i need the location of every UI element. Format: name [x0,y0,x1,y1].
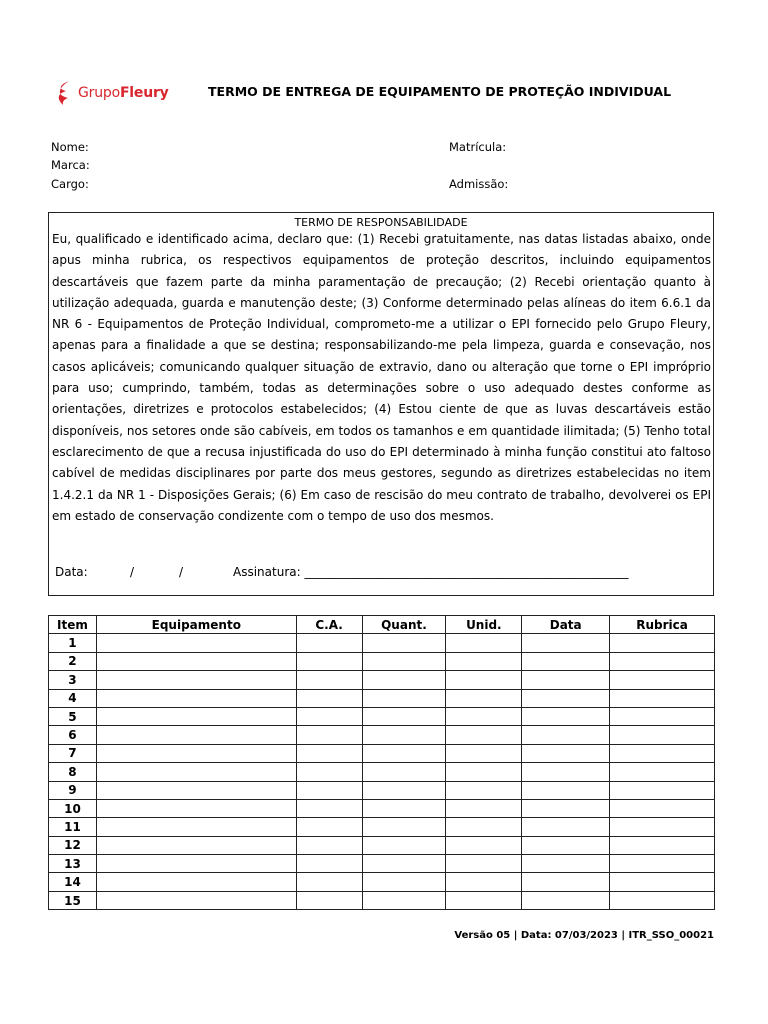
signature-row [55,565,628,579]
header [56,76,716,110]
cell-rubrica[interactable] [610,707,715,725]
cell-unid[interactable] [446,873,522,891]
cell-item: 15 [49,891,97,909]
cell-unid[interactable] [446,726,522,744]
admissao-label: Admissão: [449,177,509,191]
date-slash-2: / [179,565,184,579]
cell-ca[interactable] [296,634,362,652]
cell-unid[interactable] [446,763,522,781]
cell-data[interactable] [522,836,610,854]
cell-item: 8 [49,763,97,781]
cell-data[interactable] [522,873,610,891]
cell-rubrica[interactable] [610,689,715,707]
fleury-flame-icon [56,80,74,106]
logo-grupo-text: Grupo [78,85,120,101]
cell-ca[interactable] [296,671,362,689]
cell-data[interactable] [522,799,610,817]
date-slash-1: / [130,565,135,579]
cell-unid[interactable] [446,671,522,689]
cell-ca[interactable] [296,836,362,854]
assinatura-label: Assinatura: [233,565,301,579]
col-header-item: Item [49,616,97,634]
col-header-ca: C.A. [296,616,362,634]
table-row [49,634,715,652]
cell-equipamento[interactable] [96,836,296,854]
logo-fleury-text: Fleury [119,85,169,101]
cell-unid[interactable] [446,652,522,670]
cell-rubrica[interactable] [610,873,715,891]
cell-equipamento[interactable] [96,873,296,891]
cell-data[interactable] [522,634,610,652]
table-row [49,671,715,689]
termo-responsabilidade-box [48,212,714,596]
document-title: TERMO DE ENTREGA DE EQUIPAMENTO DE PROTEÇÃO INDIVIDUAL [208,84,672,99]
cell-equipamento[interactable] [96,744,296,762]
cell-item: 11 [49,818,97,836]
cell-unid[interactable] [446,799,522,817]
cell-data[interactable] [522,671,610,689]
table-row [49,836,715,854]
cell-data[interactable] [522,891,610,909]
cell-ca[interactable] [296,652,362,670]
termo-responsabilidade-text: Eu, qualificado e identificado acima, declaro que: (1) Recebi gratuitamente, nas datas listadas abaixo, onde apus minha rubrica, os respectivos equipamentos de proteção descritos, incluindo equipamentos descartáveis que fazem parte da minha paramentação de precaução; (2) Recebi orientação quanto à utilização adequada, guarda e manutenção deste; (3) Conforme determinado pelas alíneas do item 6.6.1 da NR 6 - Equipamentos de Proteção Individual, comprometo-me a utilizar o EPI fornecido pelo Grupo Fleury, apenas para a finalidade a que se destina; responsabilizando-me pela limpeza, guarda e consevação, nos casos aplicáveis; comunicando qualquer situação de extravio, dano ou alteração que torne o EPI impróprio para uso; cumprindo, também, todas as determinações sobre o uso adequado destes conforme as orientações, diretrizes e protocolos estabelecidos; (4) Estou ciente de que as luvas descartáveis estão disponíveis, nos setores onde são cabíveis, em todos os tamanhos e em quantidade ilimitada; (5) Tenho total esclarecimento de que a recusa injustificada do uso do EPI determinado à minha função constitui ato faltoso cabível de medidas disciplinares por parte dos meus gestores, segundo as diretrizes estabelecidas no item 1.4.2.1 da NR 1 - Disposições Gerais; (6) Em caso de rescisão do meu contrato de trabalho, devolverei os EPI em estado de conservação condizente com o tempo de uso dos mesmos. [52,232,711,523]
cell-quant[interactable] [362,671,446,689]
matricula-label: Matrícula: [449,140,507,154]
cell-data[interactable] [522,763,610,781]
cell-equipamento[interactable] [96,726,296,744]
cell-quant[interactable] [362,707,446,725]
cell-data[interactable] [522,689,610,707]
col-header-equipamento: Equipamento [96,616,296,634]
table-row [49,855,715,873]
cell-data[interactable] [522,818,610,836]
cell-item: 13 [49,855,97,873]
cell-item: 1 [49,634,97,652]
cell-item: 3 [49,671,97,689]
cell-unid[interactable] [446,744,522,762]
cell-rubrica[interactable] [610,634,715,652]
cell-equipamento[interactable] [96,671,296,689]
cell-rubrica[interactable] [610,836,715,854]
col-header-data: Data [522,616,610,634]
cell-ca[interactable] [296,818,362,836]
cell-equipamento[interactable] [96,781,296,799]
cell-equipamento[interactable] [96,818,296,836]
cell-ca[interactable] [296,744,362,762]
table-row [49,726,715,744]
cell-data[interactable] [522,781,610,799]
cell-item: 4 [49,689,97,707]
cell-unid[interactable] [446,707,522,725]
marca-label: Marca: [51,158,90,172]
cell-item: 7 [49,744,97,762]
cell-rubrica[interactable] [610,799,715,817]
table-header-row [49,616,715,634]
cell-quant[interactable] [362,873,446,891]
cell-ca[interactable] [296,855,362,873]
cell-item: 10 [49,799,97,817]
cell-unid[interactable] [446,781,522,799]
cell-rubrica[interactable] [610,891,715,909]
cell-quant[interactable] [362,726,446,744]
table-row [49,707,715,725]
cell-rubrica[interactable] [610,781,715,799]
data-label: Data: [55,565,88,579]
cell-quant[interactable] [362,836,446,854]
cell-ca[interactable] [296,781,362,799]
cell-quant[interactable] [362,781,446,799]
col-header-rubrica: Rubrica [610,616,715,634]
table-row [49,873,715,891]
cargo-label: Cargo: [51,177,89,191]
cell-quant[interactable] [362,799,446,817]
cell-quant[interactable] [362,744,446,762]
cell-data[interactable] [522,855,610,873]
cell-quant[interactable] [362,652,446,670]
cell-ca[interactable] [296,707,362,725]
termo-responsabilidade-title: TERMO DE RESPONSABILIDADE [294,216,468,229]
table-row [49,652,715,670]
cell-unid[interactable] [446,836,522,854]
cell-equipamento[interactable] [96,707,296,725]
cell-ca[interactable] [296,799,362,817]
cell-equipamento[interactable] [96,855,296,873]
cell-item: 5 [49,707,97,725]
table-row [49,799,715,817]
cell-item: 2 [49,652,97,670]
cell-unid[interactable] [446,818,522,836]
cell-rubrica[interactable] [610,855,715,873]
cell-item: 12 [49,836,97,854]
table-row [49,781,715,799]
col-header-unid: Unid. [446,616,522,634]
cell-quant[interactable] [362,891,446,909]
cell-rubrica[interactable] [610,744,715,762]
cell-ca[interactable] [296,726,362,744]
cell-unid[interactable] [446,634,522,652]
table-row [49,891,715,909]
cell-equipamento[interactable] [96,799,296,817]
nome-label: Nome: [51,140,89,154]
cell-equipamento[interactable] [96,891,296,909]
cell-equipamento[interactable] [96,763,296,781]
cell-quant[interactable] [362,855,446,873]
cell-ca[interactable] [296,763,362,781]
table-row [49,763,715,781]
cell-rubrica[interactable] [610,652,715,670]
table-row [49,689,715,707]
cell-unid[interactable] [446,891,522,909]
cell-data[interactable] [522,707,610,725]
cell-rubrica[interactable] [610,763,715,781]
epi-table [48,615,715,910]
cell-quant[interactable] [362,689,446,707]
cell-unid[interactable] [446,689,522,707]
cell-data[interactable] [522,744,610,762]
cell-data[interactable] [522,726,610,744]
cell-equipamento[interactable] [96,634,296,652]
cell-data[interactable] [522,652,610,670]
col-header-quant: Quant. [362,616,446,634]
cell-quant[interactable] [362,763,446,781]
table-row [49,744,715,762]
cell-quant[interactable] [362,634,446,652]
cell-rubrica[interactable] [610,726,715,744]
cell-ca[interactable] [296,873,362,891]
version-footer: Versão 05 | Data: 07/03/2023 | ITR_SSO_00021 [454,930,714,941]
cell-equipamento[interactable] [96,689,296,707]
cell-item: 6 [49,726,97,744]
assinatura-line: ______________________________________________________ [304,565,629,579]
cell-equipamento[interactable] [96,652,296,670]
cell-item: 9 [49,781,97,799]
grupo-fleury-logo [56,78,169,108]
cell-ca[interactable] [296,689,362,707]
table-row [49,818,715,836]
cell-rubrica[interactable] [610,818,715,836]
cell-quant[interactable] [362,818,446,836]
cell-ca[interactable] [296,891,362,909]
cell-unid[interactable] [446,855,522,873]
cell-item: 14 [49,873,97,891]
cell-rubrica[interactable] [610,671,715,689]
